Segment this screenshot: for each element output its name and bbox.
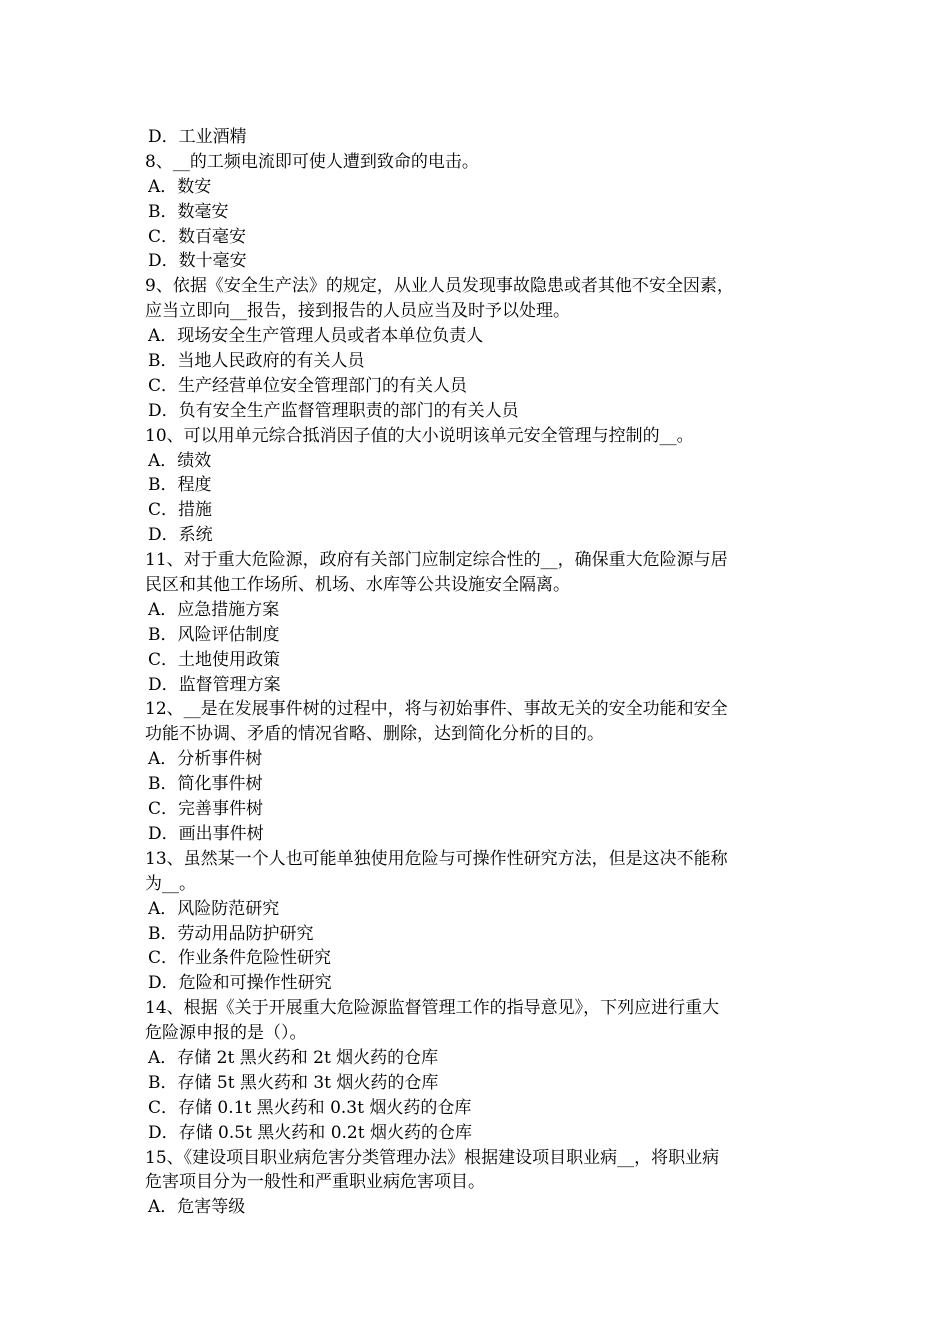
answer-option: C．措施 [148, 500, 213, 521]
question-text: 12、__是在发展事件树的过程中，将与初始事件、事故无关的安全功能和安全 [145, 699, 728, 720]
answer-option: A．危害等级 [148, 1197, 246, 1218]
question-text: 为__。 [145, 873, 196, 894]
answer-option: D．工业酒精 [148, 127, 247, 147]
answer-option: A．风险防范研究 [148, 898, 280, 919]
question-text: 15、《建设项目职业病危害分类管理办法》根据建设项目职业病__，将职业病 [145, 1147, 720, 1168]
question-text: 危害项目分为一般性和严重职业病危害项目。 [145, 1172, 485, 1193]
answer-option: D．监督管理方案 [148, 674, 281, 695]
question-text: 功能不协调、矛盾的情况省略、删除，达到简化分析的目的。 [145, 724, 604, 745]
question-text: 11、对于重大危险源，政府有关部门应制定综合性的__，确保重大危险源与居 [145, 550, 728, 571]
answer-option: B．数毫安 [148, 201, 229, 222]
answer-option: A．绩效 [148, 450, 212, 471]
answer-option: D．数十毫安 [148, 251, 247, 272]
answer-option: C．土地使用政策 [148, 649, 281, 670]
answer-option: C．数百毫安 [148, 226, 247, 247]
question-text: 应当立即向__报告，接到报告的人员应当及时予以处理。 [145, 301, 570, 322]
answer-option: B．劳动用品防护研究 [148, 923, 314, 944]
answer-option: A．分析事件树 [148, 749, 263, 770]
question-text: 14、根据《关于开展重大危险源监督管理工作的指导意见》，下列应进行重大 [145, 998, 720, 1019]
document-page [145, 125, 810, 1220]
answer-option: D．系统 [148, 525, 213, 546]
answer-option: B．简化事件树 [148, 774, 263, 795]
answer-option: D．负有安全生产监督管理职责的部门的有关人员 [148, 400, 519, 421]
answer-option: A．应急措施方案 [148, 599, 280, 620]
question-text: 10、可以用单元综合抵消因子值的大小说明该单元安全管理与控制的__。 [145, 425, 694, 446]
answer-option: D．存储 0.5t 黑火药和 0.2t 烟火药的仓库 [148, 1122, 472, 1143]
question-text: 13、虽然某一个人也可能单独使用危险与可操作性研究方法，但是这决不能称 [145, 848, 728, 869]
answer-option: A．存储 2t 黑火药和 2t 烟火药的仓库 [148, 1047, 439, 1068]
answer-option: C．作业条件危险性研究 [148, 948, 332, 969]
answer-option: B．风险评估制度 [148, 624, 280, 645]
question-text: 9、依据《安全生产法》的规定，从业人员发现事故隐患或者其他不安全因素， [145, 276, 734, 297]
question-text: 8、__的工频电流即可使人遭到致命的电击。 [145, 151, 479, 172]
answer-option: A．现场安全生产管理人员或者本单位负责人 [148, 326, 484, 347]
answer-option: D．画出事件树 [148, 823, 264, 844]
answer-option: A．数安 [148, 176, 212, 197]
question-text: 民区和其他工作场所、机场、水库等公共设施安全隔离。 [145, 575, 570, 596]
answer-option: C．完善事件树 [148, 799, 264, 820]
answer-option: C．存储 0.1t 黑火药和 0.3t 烟火药的仓库 [148, 1097, 472, 1118]
answer-option: D．危险和可操作性研究 [148, 973, 332, 994]
answer-option: B．存储 5t 黑火药和 3t 烟火药的仓库 [148, 1072, 439, 1093]
answer-option: B．程度 [148, 475, 212, 496]
answer-option: B．当地人民政府的有关人员 [148, 351, 365, 372]
answer-option: C．生产经营单位安全管理部门的有关人员 [148, 375, 468, 396]
question-text: 危险源申报的是（）。 [145, 1023, 307, 1044]
